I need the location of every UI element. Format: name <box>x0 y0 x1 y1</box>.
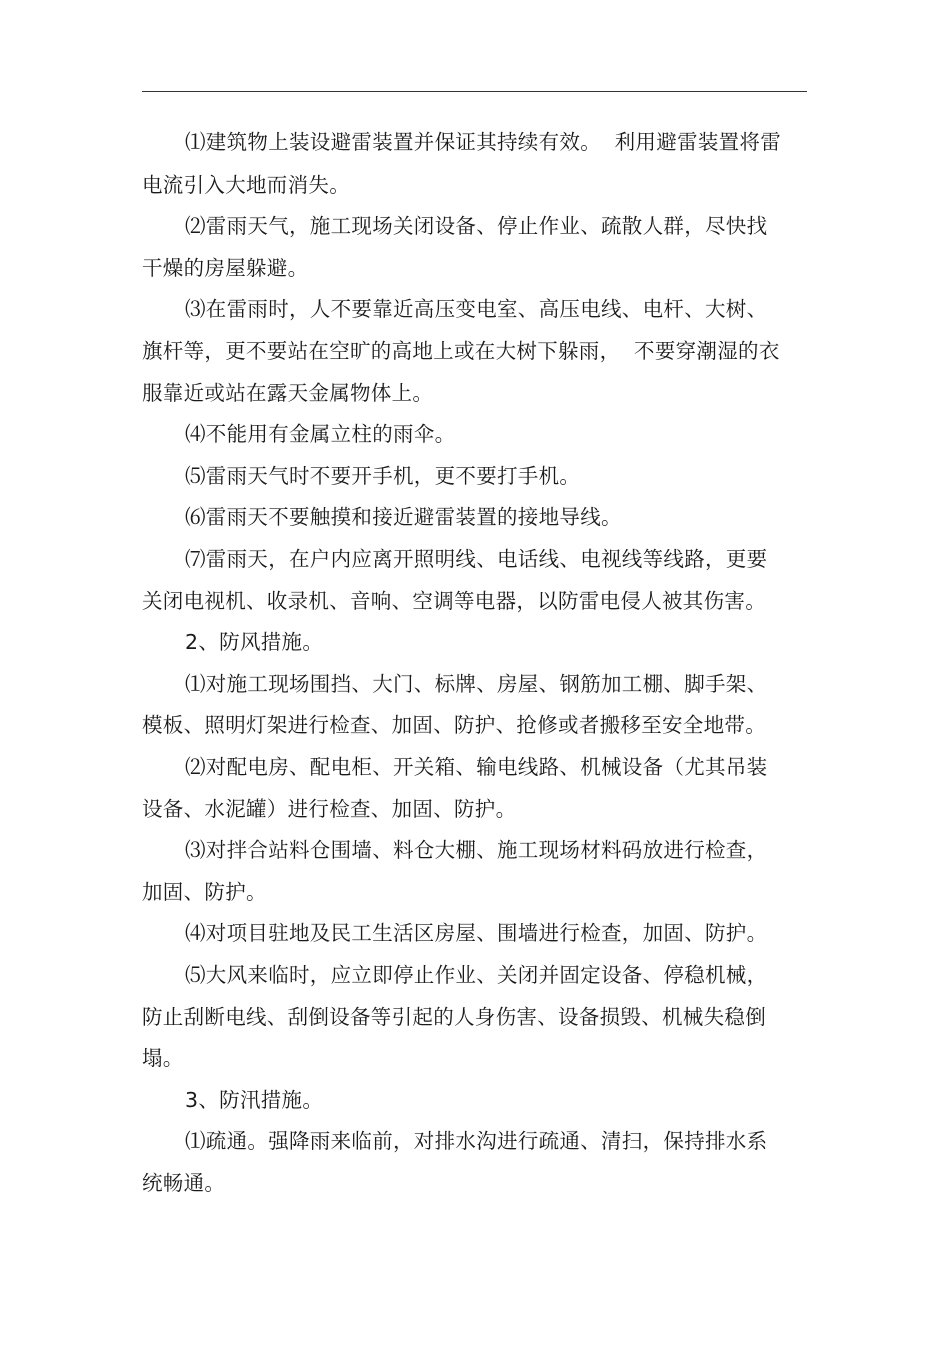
text-line: ⑶对拌合站料仓围墙、料仓大棚、施工现场材料码放进行检查， <box>185 838 768 862</box>
text-line: ⑵对配电房、配电柜、开关箱、输电线路、机械设备（尤其吊装 <box>185 755 768 779</box>
header-rule <box>142 91 807 92</box>
text-line: 关闭电视机、收录机、音响、空调等电器，以防雷电侵人被其伤害。 <box>142 589 766 613</box>
text-line: 模板、照明灯架进行检查、加固、防护、抢修或者搬移至安全地带。 <box>142 713 766 737</box>
text-line: 旗杆等，更不要站在空旷的高地上或在大树下躲雨， 不要穿潮湿的衣 <box>142 339 780 363</box>
text-line: 加固、防护。 <box>142 880 267 904</box>
section-heading: 3、防汛措施。 <box>185 1088 324 1112</box>
text-line: 干燥的房屋躲避。 <box>142 256 309 280</box>
text-line: ⑸雷雨天气时不要开手机，更不要打手机。 <box>185 464 581 488</box>
text-line: 设备、水泥罐）进行检查、加固、防护。 <box>142 797 517 821</box>
text-line: ⑴建筑物上装设避雷装置并保证其持续有效。 利用避雷装置将雷 <box>185 130 782 154</box>
text-line: 防止刮断电线、刮倒设备等引起的人身伤害、设备损毁、机械失稳倒 <box>142 1005 766 1029</box>
text-line: 服靠近或站在露天金属物体上。 <box>142 381 434 405</box>
text-line: ⑴疏通。强降雨来临前，对排水沟进行疏通、清扫，保持排水系 <box>185 1129 768 1153</box>
text-line: ⑷不能用有金属立柱的雨伞。 <box>185 422 456 446</box>
text-line: ⑷对项目驻地及民工生活区房屋、围墙进行检查，加固、防护。 <box>185 921 768 945</box>
text-line: ⑹雷雨天不要触摸和接近避雷装置的接地导线。 <box>185 505 622 529</box>
text-line: ⑶在雷雨时，人不要靠近高压变电室、高压电线、电杆、大树、 <box>185 297 768 321</box>
section-heading: 2、防风措施。 <box>185 630 324 654</box>
text-line: ⑴对施工现场围挡、大门、标牌、房屋、钢筋加工棚、脚手架、 <box>185 672 768 696</box>
text-line: 塌。 <box>142 1046 184 1070</box>
text-line: ⑺雷雨天，在户内应离开照明线、电话线、电视线等线路，更要 <box>185 547 768 571</box>
text-line: 电流引入大地而消失。 <box>142 173 350 197</box>
text-line: 统畅通。 <box>142 1171 226 1195</box>
text-line: ⑸大风来临时，应立即停止作业、关闭并固定设备、停稳机械， <box>185 963 768 987</box>
text-line: ⑵雷雨天气，施工现场关闭设备、停止作业、疏散人群，尽快找 <box>185 214 768 238</box>
